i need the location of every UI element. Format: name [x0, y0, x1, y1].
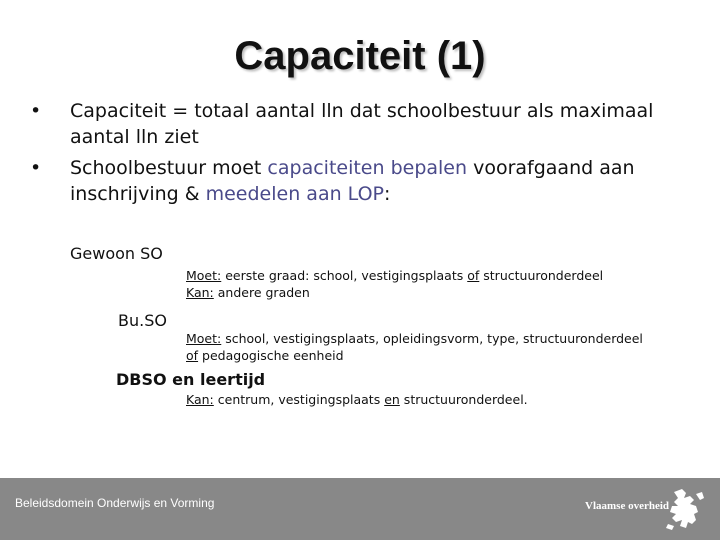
detail-text: structuuronderdeel — [479, 268, 604, 283]
category-details — [186, 267, 686, 301]
detail-text: structuuronderdeel. — [399, 392, 528, 407]
bullet-highlight: capaciteiten bepalen — [267, 157, 468, 179]
detail-text: centrum, vestigingsplaats — [213, 392, 385, 407]
detail-keyword: of — [467, 268, 480, 283]
detail-line — [186, 267, 686, 284]
detail-line — [186, 284, 686, 301]
bullet-item — [30, 98, 690, 150]
detail-text: andere graden — [213, 285, 310, 300]
detail-line — [186, 330, 686, 347]
footer-brand-text: Vlaamse overheid — [585, 500, 670, 512]
bullet-marker: • — [30, 157, 42, 179]
detail-keyword: Moet: — [186, 331, 222, 346]
flemish-lion-icon — [660, 484, 710, 534]
detail-line — [186, 347, 686, 364]
bullet-text: Schoolbestuur moet — [70, 157, 268, 179]
category-label: Gewoon SO — [70, 244, 163, 263]
bullet-list — [30, 98, 690, 212]
bullet-text: : — [384, 183, 391, 205]
detail-text: eerste graad: school, vestigingsplaats — [221, 268, 468, 283]
bullet-marker: • — [30, 100, 42, 122]
bullet-highlight: meedelen aan LOP — [205, 183, 384, 205]
detail-keyword: of — [186, 348, 199, 363]
category-details — [186, 330, 686, 364]
slide-title: Capaciteit (1) — [234, 34, 486, 78]
category-label: Bu.SO — [118, 311, 167, 330]
detail-keyword: Kan: — [186, 392, 214, 407]
category-details — [186, 391, 686, 408]
bullet-text: voorafgaand aan inschrijving & — [70, 157, 635, 205]
detail-keyword: Moet: — [186, 268, 222, 283]
detail-line — [186, 391, 686, 408]
detail-keyword: Kan: — [186, 285, 214, 300]
bullet-text: Capaciteit = totaal aantal lln dat schoolbestuur als maximaal aantal lln ziet — [70, 100, 654, 148]
footer-domain-text: Beleidsdomein Onderwijs en Vorming — [15, 496, 215, 510]
detail-text: school, vestigingsplaats, opleidingsvorm, type, structuuronderdeel — [221, 331, 643, 346]
detail-text: pedagogische eenheid — [198, 348, 344, 363]
bullet-item — [30, 155, 690, 207]
footer-bar — [0, 478, 720, 540]
detail-keyword: en — [384, 392, 400, 407]
category-label: DBSO en leertijd — [116, 370, 266, 389]
